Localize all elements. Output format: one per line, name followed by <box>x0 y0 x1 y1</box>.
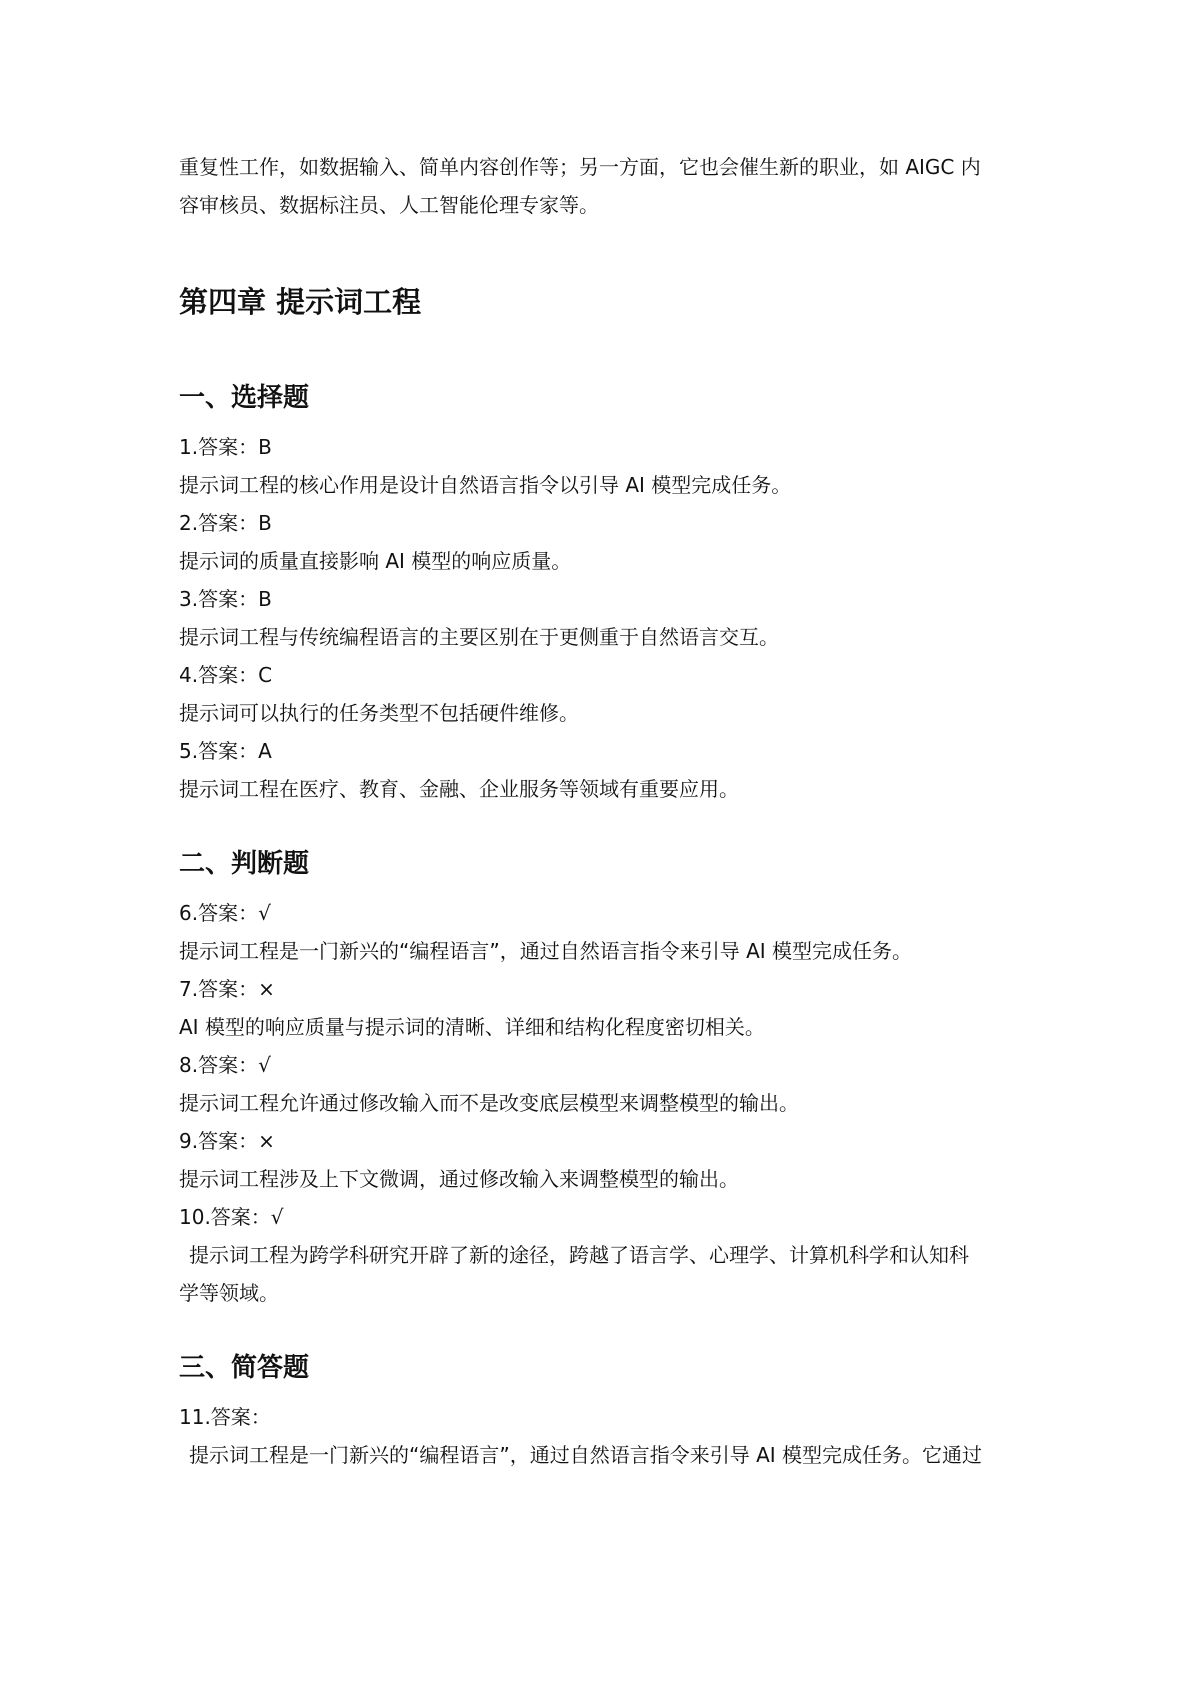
chapter-title: 第四章 提示词工程 <box>179 285 422 319</box>
answer-line: 2.答案：B <box>179 511 272 535</box>
answer-line: 9.答案：× <box>179 1129 275 1153</box>
explanation-line: 提示词工程是一门新兴的“编程语言”，通过自然语言指令来引导 AI 模型完成任务。 <box>179 939 913 963</box>
explanation-line: 提示词工程允许通过修改输入而不是改变底层模型来调整模型的输出。 <box>179 1091 799 1115</box>
explanation-line: AI 模型的响应质量与提示词的清晰、详细和结构化程度密切相关。 <box>179 1015 765 1039</box>
explanation-line: 提示词可以执行的任务类型不包括硬件维修。 <box>179 701 579 725</box>
answer-line: 4.答案：C <box>179 663 273 687</box>
explanation-line: 提示词工程为跨学科研究开辟了新的途径，跨越了语言学、心理学、计算机科学和认知科 <box>189 1243 969 1267</box>
answer-line: 10.答案：√ <box>179 1205 284 1229</box>
explanation-line-continued: 学等领域。 <box>179 1281 279 1305</box>
section-title-true-false: 二、判断题 <box>179 849 310 879</box>
explanation-line: 提示词工程在医疗、教育、金融、企业服务等领域有重要应用。 <box>179 777 739 801</box>
explanation-line: 提示词的质量直接影响 AI 模型的响应质量。 <box>179 549 572 573</box>
answer-line: 5.答案：A <box>179 739 272 763</box>
section-title-multiple-choice: 一、选择题 <box>179 383 310 413</box>
explanation-line: 提示词工程与传统编程语言的主要区别在于更侧重于自然语言交互。 <box>179 625 779 649</box>
section-title-short-answer: 三、简答题 <box>179 1353 310 1383</box>
answer-line: 6.答案：√ <box>179 901 271 925</box>
answer-line: 8.答案：√ <box>179 1053 271 1077</box>
explanation-line: 提示词工程的核心作用是设计自然语言指令以引导 AI 模型完成任务。 <box>179 473 792 497</box>
intro-paragraph-line-1: 重复性工作，如数据输入、简单内容创作等；另一方面，它也会催生新的职业，如 AIGC 内 <box>179 155 981 179</box>
explanation-line: 提示词工程涉及上下文微调，通过修改输入来调整模型的输出。 <box>179 1167 739 1191</box>
answer-line: 1.答案：B <box>179 435 272 459</box>
page-content <box>179 148 1011 1474</box>
answer-line: 11.答案： <box>179 1405 271 1429</box>
answer-line: 7.答案：× <box>179 977 275 1001</box>
answer-line: 3.答案：B <box>179 587 272 611</box>
explanation-line: 提示词工程是一门新兴的“编程语言”，通过自然语言指令来引导 AI 模型完成任务。它通过 <box>189 1443 983 1467</box>
intro-paragraph-line-2: 容审核员、数据标注员、人工智能伦理专家等。 <box>179 193 599 217</box>
